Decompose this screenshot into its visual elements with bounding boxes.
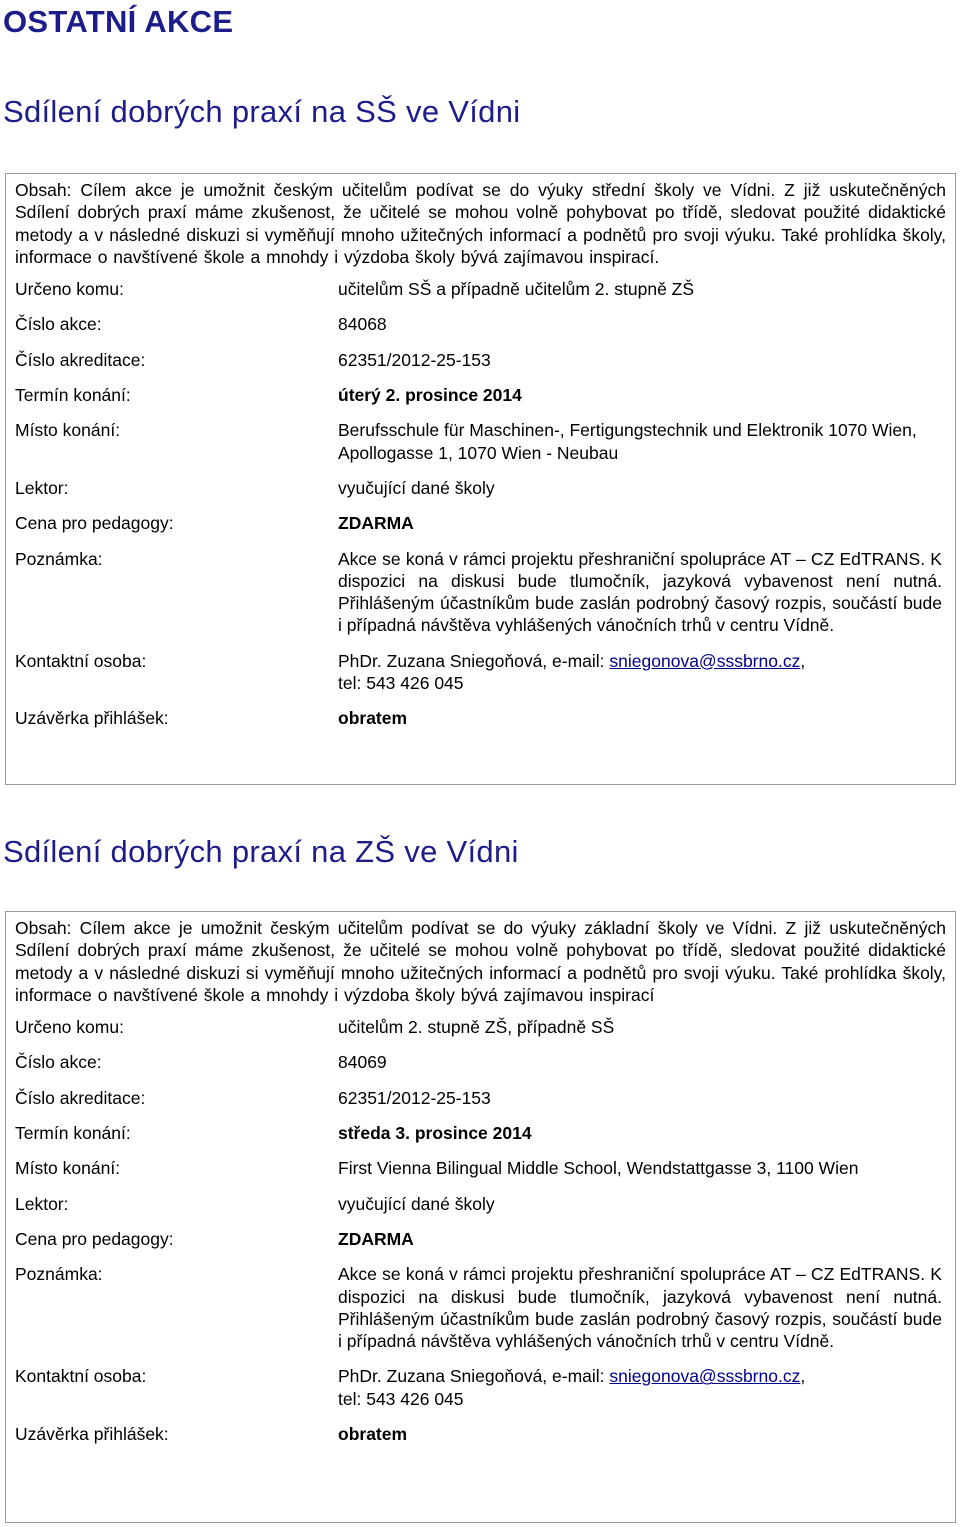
row-number — [15, 1051, 946, 1086]
deadline-label: Uzávěrka přihlášek: — [15, 708, 169, 729]
event-heading-zs: Sdílení dobrých praxí na ZŠ ve Vídni — [3, 834, 519, 869]
number-label: Číslo akce: — [15, 1052, 102, 1073]
target-value: učitelům 2. stupně ZŠ, případně SŠ — [338, 1017, 615, 1038]
row-date — [15, 1122, 946, 1157]
event-info-table — [15, 278, 946, 729]
lecturer-value: vyučující dané školy — [338, 477, 495, 498]
date-value-month: prosince 2014 — [400, 385, 522, 406]
number-label: Číslo akce: — [15, 314, 102, 335]
row-target — [15, 1016, 946, 1051]
page-title: OSTATNÍ AKCE — [3, 4, 234, 39]
contact-comma: , — [800, 1366, 806, 1387]
contact-person: PhDr. Zuzana Sniegoňová, e-mail: — [338, 650, 610, 671]
contact-email-link[interactable]: sniegonova@sssbrno.cz — [609, 650, 801, 671]
accreditation-value: 62351/2012-25-153 — [338, 1087, 491, 1108]
row-number — [15, 313, 946, 348]
date-label: Termín konání: — [15, 385, 131, 406]
date-value-day: úterý 2. — [338, 385, 401, 406]
accreditation-label: Číslo akreditace: — [15, 349, 146, 370]
contact-value — [338, 1365, 946, 1423]
contact-label: Kontaktní osoba: — [15, 1366, 147, 1387]
note-label: Poznámka: — [15, 1264, 103, 1285]
contact-label: Kontaktní osoba: — [15, 650, 147, 671]
event-box-zs — [5, 911, 956, 1523]
lecturer-value: vyučující dané školy — [338, 1193, 495, 1214]
price-label: Cena pro pedagogy: — [15, 1228, 174, 1249]
contact-comma: , — [800, 650, 806, 671]
deadline-value: obratem — [338, 1424, 408, 1445]
row-note — [15, 548, 946, 650]
date-label: Termín konání: — [15, 1123, 131, 1144]
note-value: Akce se koná v rámci projektu přeshraniční spolupráce AT – CZ EdTRANS. K dispozici na diskusi bude tlumočník, jazyková vybavenost není nutná. Přihlášeným účastníkům bude zaslán podrobný časový rozpis, součástí bude i případná návštěva vyhlášených vánočních trhů v centru Vídně. — [338, 548, 942, 636]
row-deadline — [15, 707, 946, 729]
date-value — [338, 1122, 946, 1157]
row-contact — [15, 650, 946, 708]
price-label: Cena pro pedagogy: — [15, 513, 174, 534]
row-accreditation — [15, 349, 946, 384]
note-label: Poznámka: — [15, 548, 103, 569]
row-place — [15, 419, 946, 477]
event-heading-ss: Sdílení dobrých praxí na SŠ ve Vídni — [3, 94, 521, 129]
row-note — [15, 1263, 946, 1365]
target-label: Určeno komu: — [15, 1017, 124, 1038]
number-value: 84069 — [338, 1052, 387, 1073]
row-date — [15, 384, 946, 419]
row-lecturer — [15, 1193, 946, 1228]
event-intro: Obsah: Cílem akce je umožnit českým učitelům podívat se do výuky střední školy ve Vídni. Z již uskutečněných Sdílení dobrých praxí máme zkušenost, že učitelé se mohou volně pohybovat po třídě, sledovat použité didaktické metody a v následné diskuzi si vyměňují mnoho užitečných informací a podnětů pro svoji výuku. Také prohlídka školy, informace o navštívené škole a mnohdy i výzdoba školy bývá zajímavou inspirací. — [15, 180, 946, 267]
place-label: Místo konání: — [15, 1158, 121, 1179]
deadline-label: Uzávěrka přihlášek: — [15, 1424, 169, 1445]
contact-phone: tel: 543 426 045 — [338, 1388, 464, 1409]
place-label: Místo konání: — [15, 420, 121, 441]
accreditation-label: Číslo akreditace: — [15, 1087, 146, 1108]
event-box-ss — [5, 173, 956, 785]
lecturer-label: Lektor: — [15, 477, 69, 498]
place-value: First Vienna Bilingual Middle School, Wendstattgasse 3, 1100 Wien — [338, 1158, 859, 1179]
contact-email-link[interactable]: sniegonova@sssbrno.cz — [609, 1366, 801, 1387]
target-value: učitelům SŠ a případně učitelům 2. stupně ZŠ — [338, 279, 695, 300]
date-value-month: prosince 2014 — [409, 1123, 532, 1144]
row-place — [15, 1157, 946, 1192]
event-info-table — [15, 1016, 946, 1445]
row-lecturer — [15, 477, 946, 512]
contact-value — [338, 650, 946, 708]
date-value-day: středa 3. — [338, 1123, 410, 1144]
event-intro: Obsah: Cílem akce je umožnit českým učitelům podívat se do výuky základní školy ve Vídni. Z již uskutečněných Sdílení dobrých praxí máme zkušenost, že učitelé se mohou volně pohybovat po třídě, sledovat použité didaktické metody a v následné diskuzi si vyměňují mnoho užitečných informací a podnětů pro svoji výuku. Také prohlídka školy, informace o navštívené škole a mnohdy i výzdoba školy bývá zajímavou inspirací — [15, 918, 946, 1005]
deadline-value: obratem — [338, 708, 408, 729]
target-label: Určeno komu: — [15, 279, 124, 300]
note-value: Akce se koná v rámci projektu přeshraniční spolupráce AT – CZ EdTRANS. K dispozici na diskusi bude tlumočník, jazyková vybavenost není nutná. Přihlášeným účastníkům bude zaslán podrobný časový rozpis, součástí bude i případná návštěva vyhlášených vánočních trhů v centru Vídně. — [338, 1264, 942, 1352]
price-value: ZDARMA — [338, 1228, 414, 1249]
contact-phone: tel: 543 426 045 — [338, 673, 464, 694]
number-value: 84068 — [338, 314, 387, 335]
row-target — [15, 278, 946, 313]
price-value: ZDARMA — [338, 513, 414, 534]
row-price — [15, 1228, 946, 1263]
contact-person: PhDr. Zuzana Sniegoňová, e-mail: — [338, 1366, 610, 1387]
row-deadline — [15, 1423, 946, 1445]
place-value: Berufsschule für Maschinen-, Fertigungstechnik und Elektronik 1070 Wien, Apollogasse 1, 1070 Wien - Neubau — [338, 420, 917, 463]
row-price — [15, 512, 946, 547]
row-contact — [15, 1365, 946, 1423]
lecturer-label: Lektor: — [15, 1193, 69, 1214]
date-value — [338, 384, 946, 419]
accreditation-value: 62351/2012-25-153 — [338, 349, 491, 370]
row-accreditation — [15, 1087, 946, 1122]
